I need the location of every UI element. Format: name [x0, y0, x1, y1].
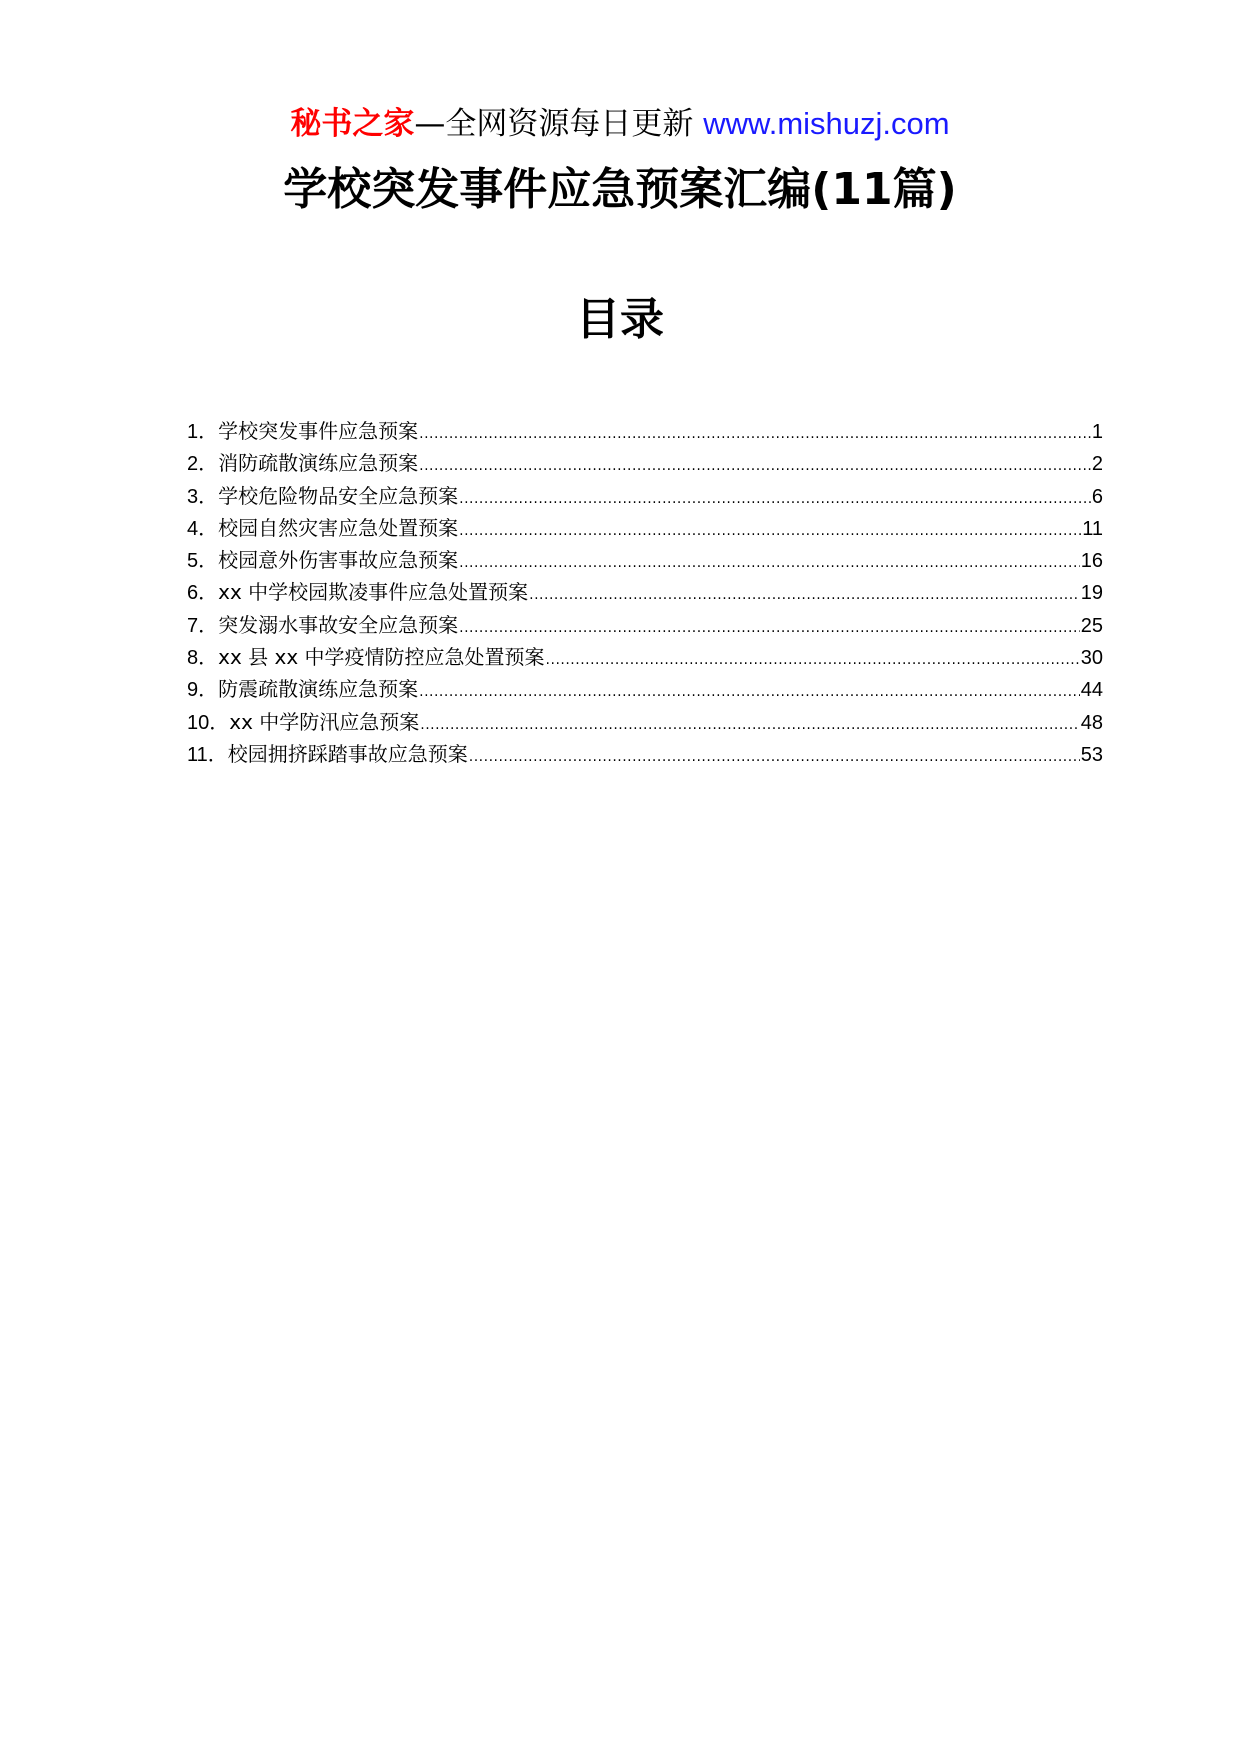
toc-entry-page: 48	[1080, 711, 1103, 734]
toc-entry-number: 11．	[187, 743, 228, 766]
toc-entry-number: 3．	[187, 485, 219, 508]
toc-entry-5[interactable]	[187, 544, 1103, 576]
toc-entry-page: 25	[1080, 614, 1103, 637]
toc-entry-number: 2．	[187, 453, 219, 476]
toc-entry-number: 1．	[187, 421, 219, 443]
site-slogan: —全网资源每日更新	[414, 106, 704, 142]
site-url-link[interactable]: www.mishuzj.com	[703, 106, 950, 141]
brand-name: 秘书之家	[290, 106, 415, 142]
toc-entry-title: xx 中学防汛应急预案	[229, 709, 420, 734]
toc-entry-number: 8．	[187, 647, 219, 670]
toc-entry-7[interactable]	[187, 609, 1103, 641]
toc-dot-leader	[419, 450, 1091, 482]
toc-entry-page: 53	[1080, 743, 1103, 766]
toc-entry-number: 10．	[187, 711, 230, 734]
toc-entry-page: 19	[1080, 582, 1103, 605]
toc-dot-leader	[459, 515, 1081, 547]
toc-entry-page: 11	[1082, 517, 1103, 540]
toc-entry-title: 校园意外伤害事故应急预案	[218, 548, 459, 573]
toc-dot-leader	[419, 418, 1091, 450]
toc-entry-number: 5．	[187, 550, 219, 573]
toc-dot-leader	[459, 483, 1091, 515]
toc-entry-title: 学校危险物品安全应急预案	[218, 483, 459, 508]
toc-entry-title: xx 县 xx 中学疫情防控应急处置预案	[218, 645, 545, 670]
toc-entry-4[interactable]	[187, 512, 1103, 544]
toc-entry-number: 7．	[187, 614, 219, 637]
toc-entry-3[interactable]	[187, 480, 1103, 512]
toc-entry-8[interactable]	[187, 641, 1103, 673]
toc-dot-leader	[459, 547, 1080, 579]
toc-entry-page: 6	[1091, 485, 1103, 508]
toc-entry-title: 防震疏散演练应急预案	[218, 677, 419, 702]
toc-dot-leader	[419, 676, 1080, 708]
toc-entry-page: 44	[1080, 679, 1103, 702]
toc-dot-leader	[469, 741, 1080, 773]
toc-entry-1[interactable]	[187, 415, 1103, 447]
toc-entry-2[interactable]	[187, 447, 1103, 479]
toc-entry-title: 学校突发事件应急预案	[218, 419, 419, 443]
toc-entry-10[interactable]	[187, 706, 1103, 738]
toc-heading: 目录	[576, 294, 664, 345]
document-title: 学校突发事件应急预案汇编(11篇)	[283, 164, 957, 215]
toc-entry-9[interactable]	[187, 673, 1103, 705]
toc-entry-title: 消防疏散演练应急预案	[218, 451, 419, 476]
toc-entry-page: 1	[1091, 421, 1103, 443]
toc-dot-leader	[459, 612, 1080, 644]
toc-dot-leader	[529, 579, 1080, 611]
toc-entry-6[interactable]	[187, 576, 1103, 608]
toc-entry-11[interactable]	[187, 738, 1103, 770]
toc-entry-number: 6．	[187, 582, 219, 605]
toc-entry-page: 2	[1091, 453, 1103, 476]
table-of-contents	[187, 415, 1103, 770]
toc-entry-number: 4．	[187, 517, 219, 540]
toc-dot-leader	[546, 644, 1080, 676]
toc-entry-title: 校园拥挤踩踏事故应急预案	[227, 741, 468, 766]
toc-entry-page: 30	[1080, 647, 1103, 670]
site-header	[0, 104, 1240, 144]
toc-entry-page: 16	[1080, 550, 1103, 573]
toc-entry-title: 校园自然灾害应急处置预案	[218, 515, 459, 540]
toc-entry-number: 9．	[187, 679, 219, 702]
toc-entry-title: xx 中学校园欺凌事件应急处置预案	[218, 580, 529, 605]
toc-entry-title: 突发溺水事故安全应急预案	[218, 612, 459, 637]
toc-dot-leader	[420, 709, 1079, 741]
